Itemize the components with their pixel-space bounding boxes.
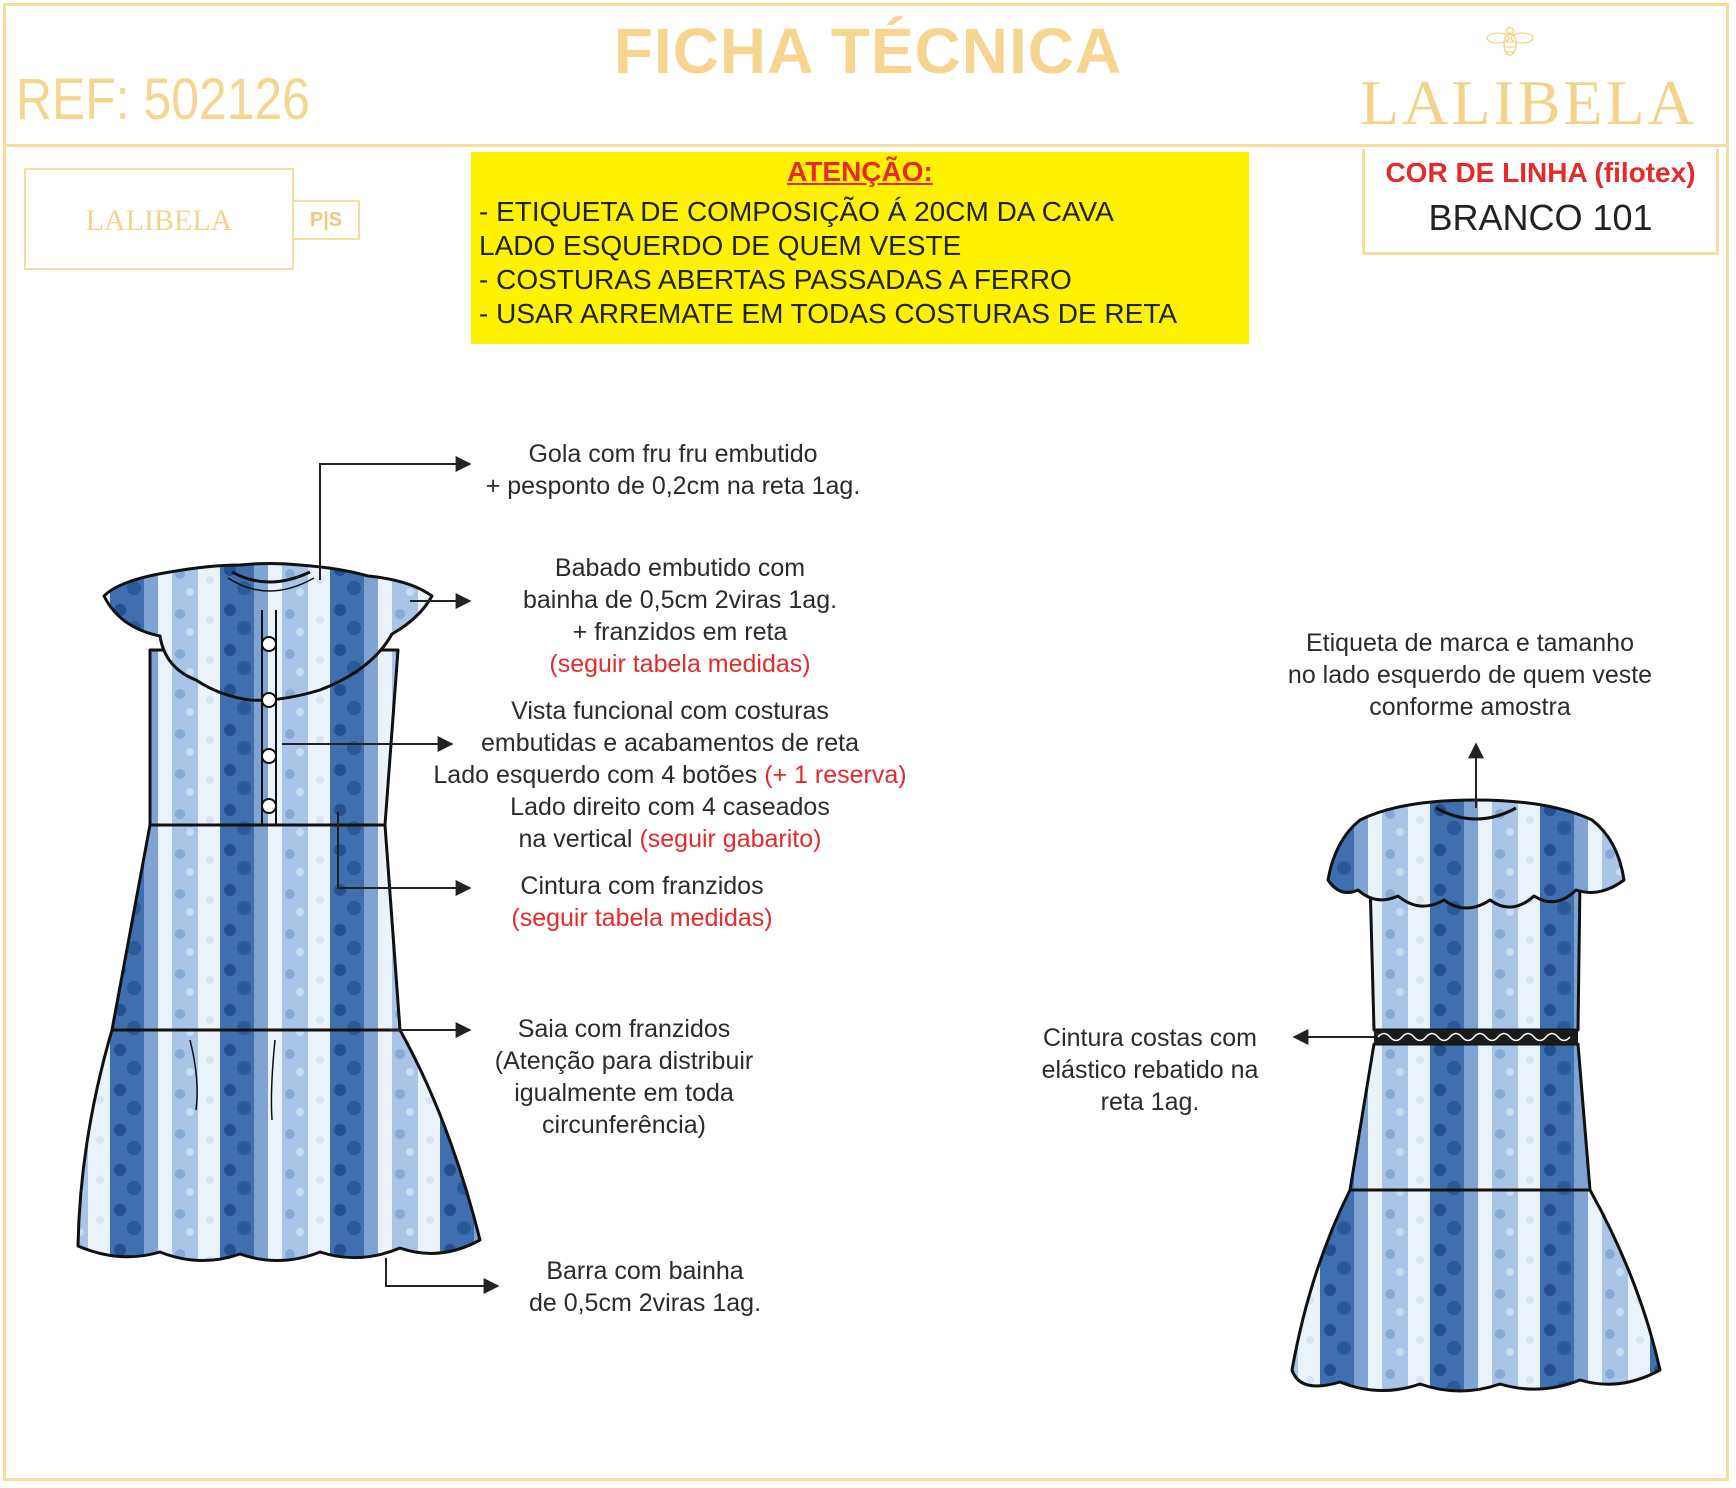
note-line: Babado embutido com [554,554,806,582]
back-dress-drawing [1292,800,1660,1391]
note-line-red: (seguir gabarito) [639,825,822,853]
note-line: Lado esquerdo com 4 botões [433,761,758,789]
button-icon [262,693,276,707]
front-dress-drawing [78,564,480,1261]
attention-line: LADO ESQUERDO DE QUEM VESTE [479,230,962,261]
thread-color-value: BRANCO 101 [1428,197,1653,238]
thread-color-title: COR DE LINHA (filotex) [1385,157,1696,188]
note-line: Barra com bainha [546,1257,744,1285]
note-gola [448,438,898,502]
note-line: Cintura com franzidos [520,872,764,900]
note-line: bainha de 0,5cm 2viras 1ag. [522,586,838,614]
note-line: + pesponto de 0,2cm na reta 1ag. [485,472,861,500]
note-line: circunferência) [542,1111,706,1139]
note-cintura [462,870,822,934]
size-tag: P|S [292,200,360,240]
note-line: Vista funcional com costuras [511,697,829,725]
note-line: Etiqueta de marca e tamanho [1306,629,1634,657]
label-brand-text: LALIBELA [85,204,233,237]
button-icon [262,749,276,763]
elastic-waistband [1374,1030,1578,1044]
note-line: + franzidos em reta [572,618,788,646]
attention-line: - ETIQUETA DE COMPOSIÇÃO Á 20CM DA CAVA [479,196,1114,227]
reference-code: REF: 502126 [16,67,310,132]
note-line: de 0,5cm 2viras 1ag. [528,1289,762,1317]
note-line: Saia com franzidos [517,1015,731,1043]
button-icon [262,637,276,651]
note-cintura-costas [1020,1022,1280,1118]
note-saia [464,1013,784,1141]
note-line-red: (seguir tabela medidas) [549,650,811,678]
note-line: igualmente em toda [514,1079,734,1107]
note-line: reta 1ag. [1100,1088,1200,1116]
attention-title: ATENÇÃO: [787,156,933,187]
attention-line: - COSTURAS ABERTAS PASSADAS A FERRO [479,264,1072,295]
note-line: embutidas e acabamentos de reta [480,729,859,757]
note-line: Gola com fru fru embutido [528,440,818,468]
note-barra [500,1255,790,1319]
note-line: (Atenção para distribuir [494,1047,754,1075]
note-vista [400,695,940,855]
note-line: no lado esquerdo de quem veste [1287,661,1653,689]
note-line: conforme amostra [1369,693,1571,721]
arrow-icon [386,1258,498,1286]
note-line: na vertical [518,825,633,853]
attention-line: - USAR ARREMATE EM TODAS COSTURAS DE RETA [479,298,1178,329]
note-line-red: (+ 1 reserva) [764,761,907,789]
button-icon [262,799,276,813]
note-line: Lado direito com 4 caseados [510,793,830,821]
note-line-red: (seguir tabela medidas) [511,904,773,932]
note-line: Cintura costas com [1043,1024,1257,1052]
note-line: elástico rebatido na [1041,1056,1259,1084]
note-babado [480,552,880,680]
brand-logo: LALIBELA [1360,67,1697,138]
page-title: FICHA TÉCNICA [613,15,1123,87]
note-etiqueta [1250,627,1690,723]
